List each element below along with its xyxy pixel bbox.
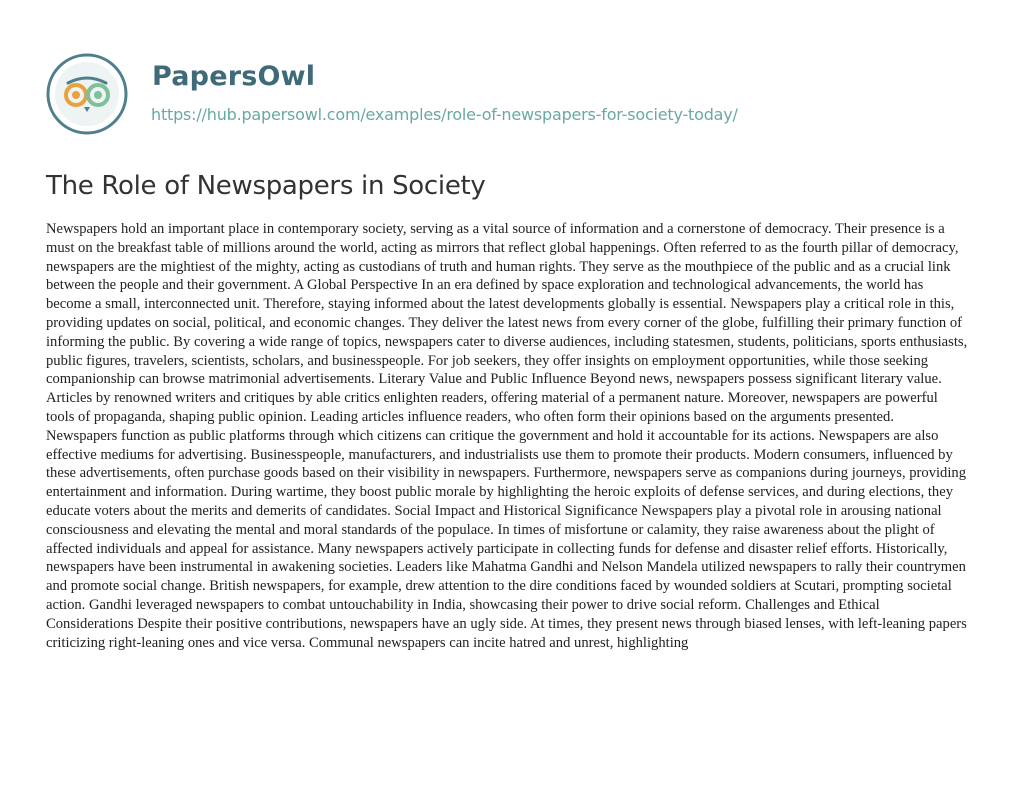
site-header [46, 53, 986, 135]
article-body: Newspapers hold an important place in contemporary society, serving as a vital source of information and a cornerstone of democracy. Their presence is a must on the breakfast table of millions around the world, acting as mirrors that reflect global happenings. Often referred to as the fourth pillar of democracy, newspapers are the mightiest of the mighty, acting as custodians of truth and human rights. They serve as the mouthpiece of the public and as a crucial link between the people and their government. A Global Perspective In an era defined by space exploration and technological advancements, the world has become a small, interconnected unit. Therefore, staying informed about the latest developments globally is essential. Newspapers play a critical role in this, providing updates on social, political, and economic changes. They deliver the latest news from every corner of the globe, fulfilling their primary function of informing the public. By covering a wide range of topics, newspapers cater to diverse audiences, including statesmen, students, politicians, sports enthusiasts, public figures, travelers, scientists, scholars, and businesspeople. For job seekers, they offer insights on employment opportunities, while those seeking companionship can browse matrimonial advertisements. Literary Value and Public Influence Beyond news, newspapers possess significant literary value. Articles by renowned writers and critiques by able critics enlighten readers, offering material of a permanent nature. Moreover, newspapers are powerful tools of propaganda, shaping public opinion. Leading articles influence readers, who often form their opinions based on the arguments presented. Newspapers function as public platforms through which citizens can critique the government and hold it accountable for its actions. Newspapers are also effective mediums for advertising. Businesspeople, manufacturers, and industrialists use them to promote their products. Modern consumers, influenced by these advertisements, often purchase goods based on their visibility in newspapers. Furthermore, newspapers serve as companions during journeys, providing entertainment and information. During wartime, they boost public morale by highlighting the heroic exploits of defense services, and during elections, they educate voters about the merits and demerits of candidates. Social Impact and Historical Significance Newspapers play a pivotal role in arousing national consciousness and elevating the mental and moral standards of the populace. In times of misfortune or calamity, they raise awareness about the plight of affected individuals and appeal for assistance. Many newspapers actively participate in collecting funds for defense and disaster relief efforts. Historically, newspapers have been instrumental in awakening societies. Leaders like Mahatma Gandhi and Nelson Mandela utilized newspapers to rally their countrymen and promote social change. British newspapers, for example, drew attention to the dire conditions faced by wounded soldiers at Scutari, prompting societal action. Gandhi leveraged newspapers to combat untouchability in India, showcasing their power to drive social reform. Challenges and Ethical Considerations Despite their positive contributions, newspapers have an ugly side. At times, they present news through biased lenses, with left-leaning papers criticizing right-leaning ones and vice versa. Communal newspapers can incite hatred and unrest, highlighting [46, 221, 968, 651]
brand-name: PapersOwl [152, 61, 316, 92]
owl-logo-icon [46, 53, 128, 135]
article-title: The Role of Newspapers in Society [46, 171, 486, 201]
source-url-link[interactable]: https://hub.papersowl.com/examples/role-of-newspapers-for-society-today/ [151, 105, 738, 124]
